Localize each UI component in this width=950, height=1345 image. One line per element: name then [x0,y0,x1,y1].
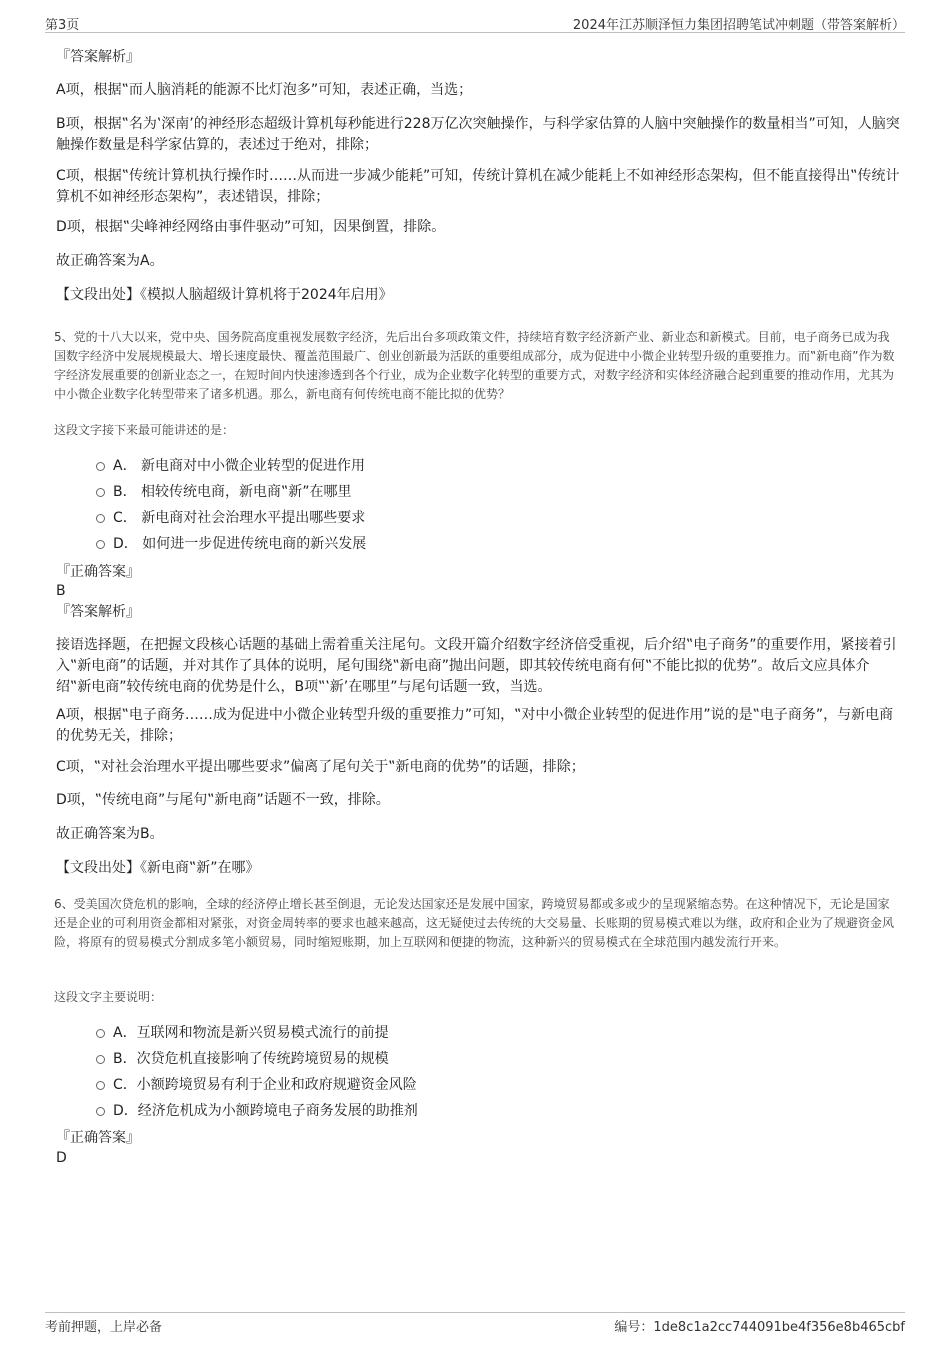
q5-passage: 5、党的十八大以来，党中央、国务院高度重视发展数字经济，先后出台多项政策文件，持续培育数字经济新产业、新业态和新模式。目前，电子商务已成为我国数字经济中发展规模最大、增长速度最快、覆盖范围最广、创业创新最为活跃的重要组成部分，成为促进中小微企业转型升级的重要推力。而‟新电商”作为数字经济发展重要的创新业态之一，在短时间内快速渗透到各个行业，成为企业数字化转型的重要方式，对数字经济和实体经济融合起到重要的推动作用，尤其为中小微企业数字化转型带来了诸多机遇。那么，新电商有何传统电商不能比拟的优势？ [54,330,895,401]
q5-option-b[interactable] [96,482,352,502]
q6-question: 这段文字主要说明： [54,990,163,1004]
q5-analysis-c: C项，‟对社会治理水平提出哪些要求”偏离了尾句关于‟新电商的优势”的话题，排除； [56,759,585,775]
q5-option-b-label: B． 相较传统电商，新电商‟新”在哪里 [113,484,352,500]
q5-option-d-label: D． 如何进一步促进传统电商的新兴发展 [113,536,367,552]
radio-icon[interactable] [96,1029,105,1038]
q5-answer: B [56,583,66,599]
q6-option-a[interactable] [96,1023,389,1043]
q6-option-d-label: D．经济危机成为小额跨境电子商务发展的助推剂 [113,1103,418,1119]
q6-option-c-label: C．小额跨境贸易有利于企业和政府规避资金风险 [113,1077,417,1093]
q5-analysis-a: A项，根据‟电子商务……成为促进中小微企业转型升级的重要推力”可知，‟对中小微企业转型的促进作用”说的是‟电子商务”，与新电商的优势无关，排除； [56,707,894,744]
q6-answer: D [56,1150,67,1166]
q5-option-c[interactable] [96,508,365,528]
radio-icon[interactable] [96,1107,105,1116]
page-header [45,14,905,33]
q5-analysis-label: 『答案解析』 [56,604,140,620]
q5-conclusion: 故正确答案为B。 [56,826,164,842]
radio-icon[interactable] [96,488,105,497]
q5-option-a[interactable] [96,456,365,476]
q5-question: 这段文字接下来最可能讲述的是： [54,423,235,437]
q6-passage: 6、受美国次贷危机的影响，全球的经济停止增长甚至倒退，无论发达国家还是发展中国家，跨境贸易都或多或少的呈现紧缩态势。在这种情况下，无论是国家还是企业的可利用资金都相对紧张，对资金周转率的要求也越来越高，这无疑使过去传统的大交易量、长账期的贸易模式难以为继，政府和企业为了规避资金风险，将原有的贸易模式分割成多笔小额贸易，同时缩短账期，加上互联网和便捷的物流，这种新兴的贸易模式在全球范围内越发流行开来。 [54,897,895,949]
q5-analysis-main: 接语选择题，在把握文段核心话题的基础上需着重关注尾句。文段开篇介绍数字经济倍受重视，后介绍‟电子商务”的重要作用，紧接着引入‟新电商”的话题，并对其作了具体的说明，尾句围绕‟新电商”抛出问题，即其较传统电商有何‟不能比拟的优势”。故后文应具体介绍‟新电商”较传统电商的优势是什么，B项‟‛新’在哪里”与尾句话题一致，当选。 [56,637,897,695]
radio-icon[interactable] [96,540,105,549]
page-number: 第3页 [45,18,80,33]
q5-option-d[interactable] [96,534,366,554]
radio-icon[interactable] [96,1081,105,1090]
q6-answer-label: 『正确答案』 [56,1130,140,1146]
q4-conclusion: 故正确答案为A。 [56,253,164,269]
q5-analysis-d: D项，‟传统电商”与尾句‟新电商”话题不一致，排除。 [56,792,390,808]
q5-answer-label: 『正确答案』 [56,564,140,580]
radio-icon[interactable] [96,514,105,523]
q4-analysis-a: A项，根据‟而人脑消耗的能源不比灯泡多”可知，表述正确，当选； [56,82,473,98]
q5-option-c-label: C． 新电商对社会治理水平提出哪些要求 [113,510,366,526]
q6-option-b[interactable] [96,1049,389,1069]
q4-source: 【文段出处】《模拟人脑超级计算机将于2024年启用》 [56,287,393,303]
q6-option-b-label: B．次贷危机直接影响了传统跨境贸易的规模 [113,1051,389,1067]
q4-analysis-label: 『答案解析』 [56,49,140,65]
q5-source: 【文段出处】《新电商‟新”在哪》 [56,860,260,876]
document-title: 2024年江苏顺泽恒力集团招聘笔试冲刺题（带答案解析） [572,18,905,33]
q4-analysis-b: B项，根据‟名为‛深南’的神经形态超级计算机每秒能进行228万亿次突触操作，与科学家估算的人脑中突触操作的数量相当”可知，人脑突触操作数量是科学家估算的，表述过于绝对，排除； [56,116,900,153]
page-footer [45,1312,905,1335]
radio-icon[interactable] [96,1055,105,1064]
q6-option-d[interactable] [96,1101,418,1121]
q5-option-a-label: A． 新电商对中小微企业转型的促进作用 [113,458,366,474]
q6-option-c[interactable] [96,1075,417,1095]
document-code: 编号：1de8c1a2cc744091be4f356e8b465cbf [614,1320,905,1335]
q4-analysis-c: C项，根据‟传统计算机执行操作时……从而进一步减少能耗”可知，传统计算机在减少能耗上不如神经形态架构，但不能直接得出‟传统计算机不如神经形态架构”，表述错误，排除； [56,168,900,205]
radio-icon[interactable] [96,462,105,471]
q6-option-a-label: A．互联网和物流是新兴贸易模式流行的前提 [113,1025,389,1041]
footer-slogan: 考前押题，上岸必备 [45,1320,163,1335]
q4-analysis-d: D项，根据‟尖峰神经网络由事件驱动”可知，因果倒置，排除。 [56,219,446,235]
